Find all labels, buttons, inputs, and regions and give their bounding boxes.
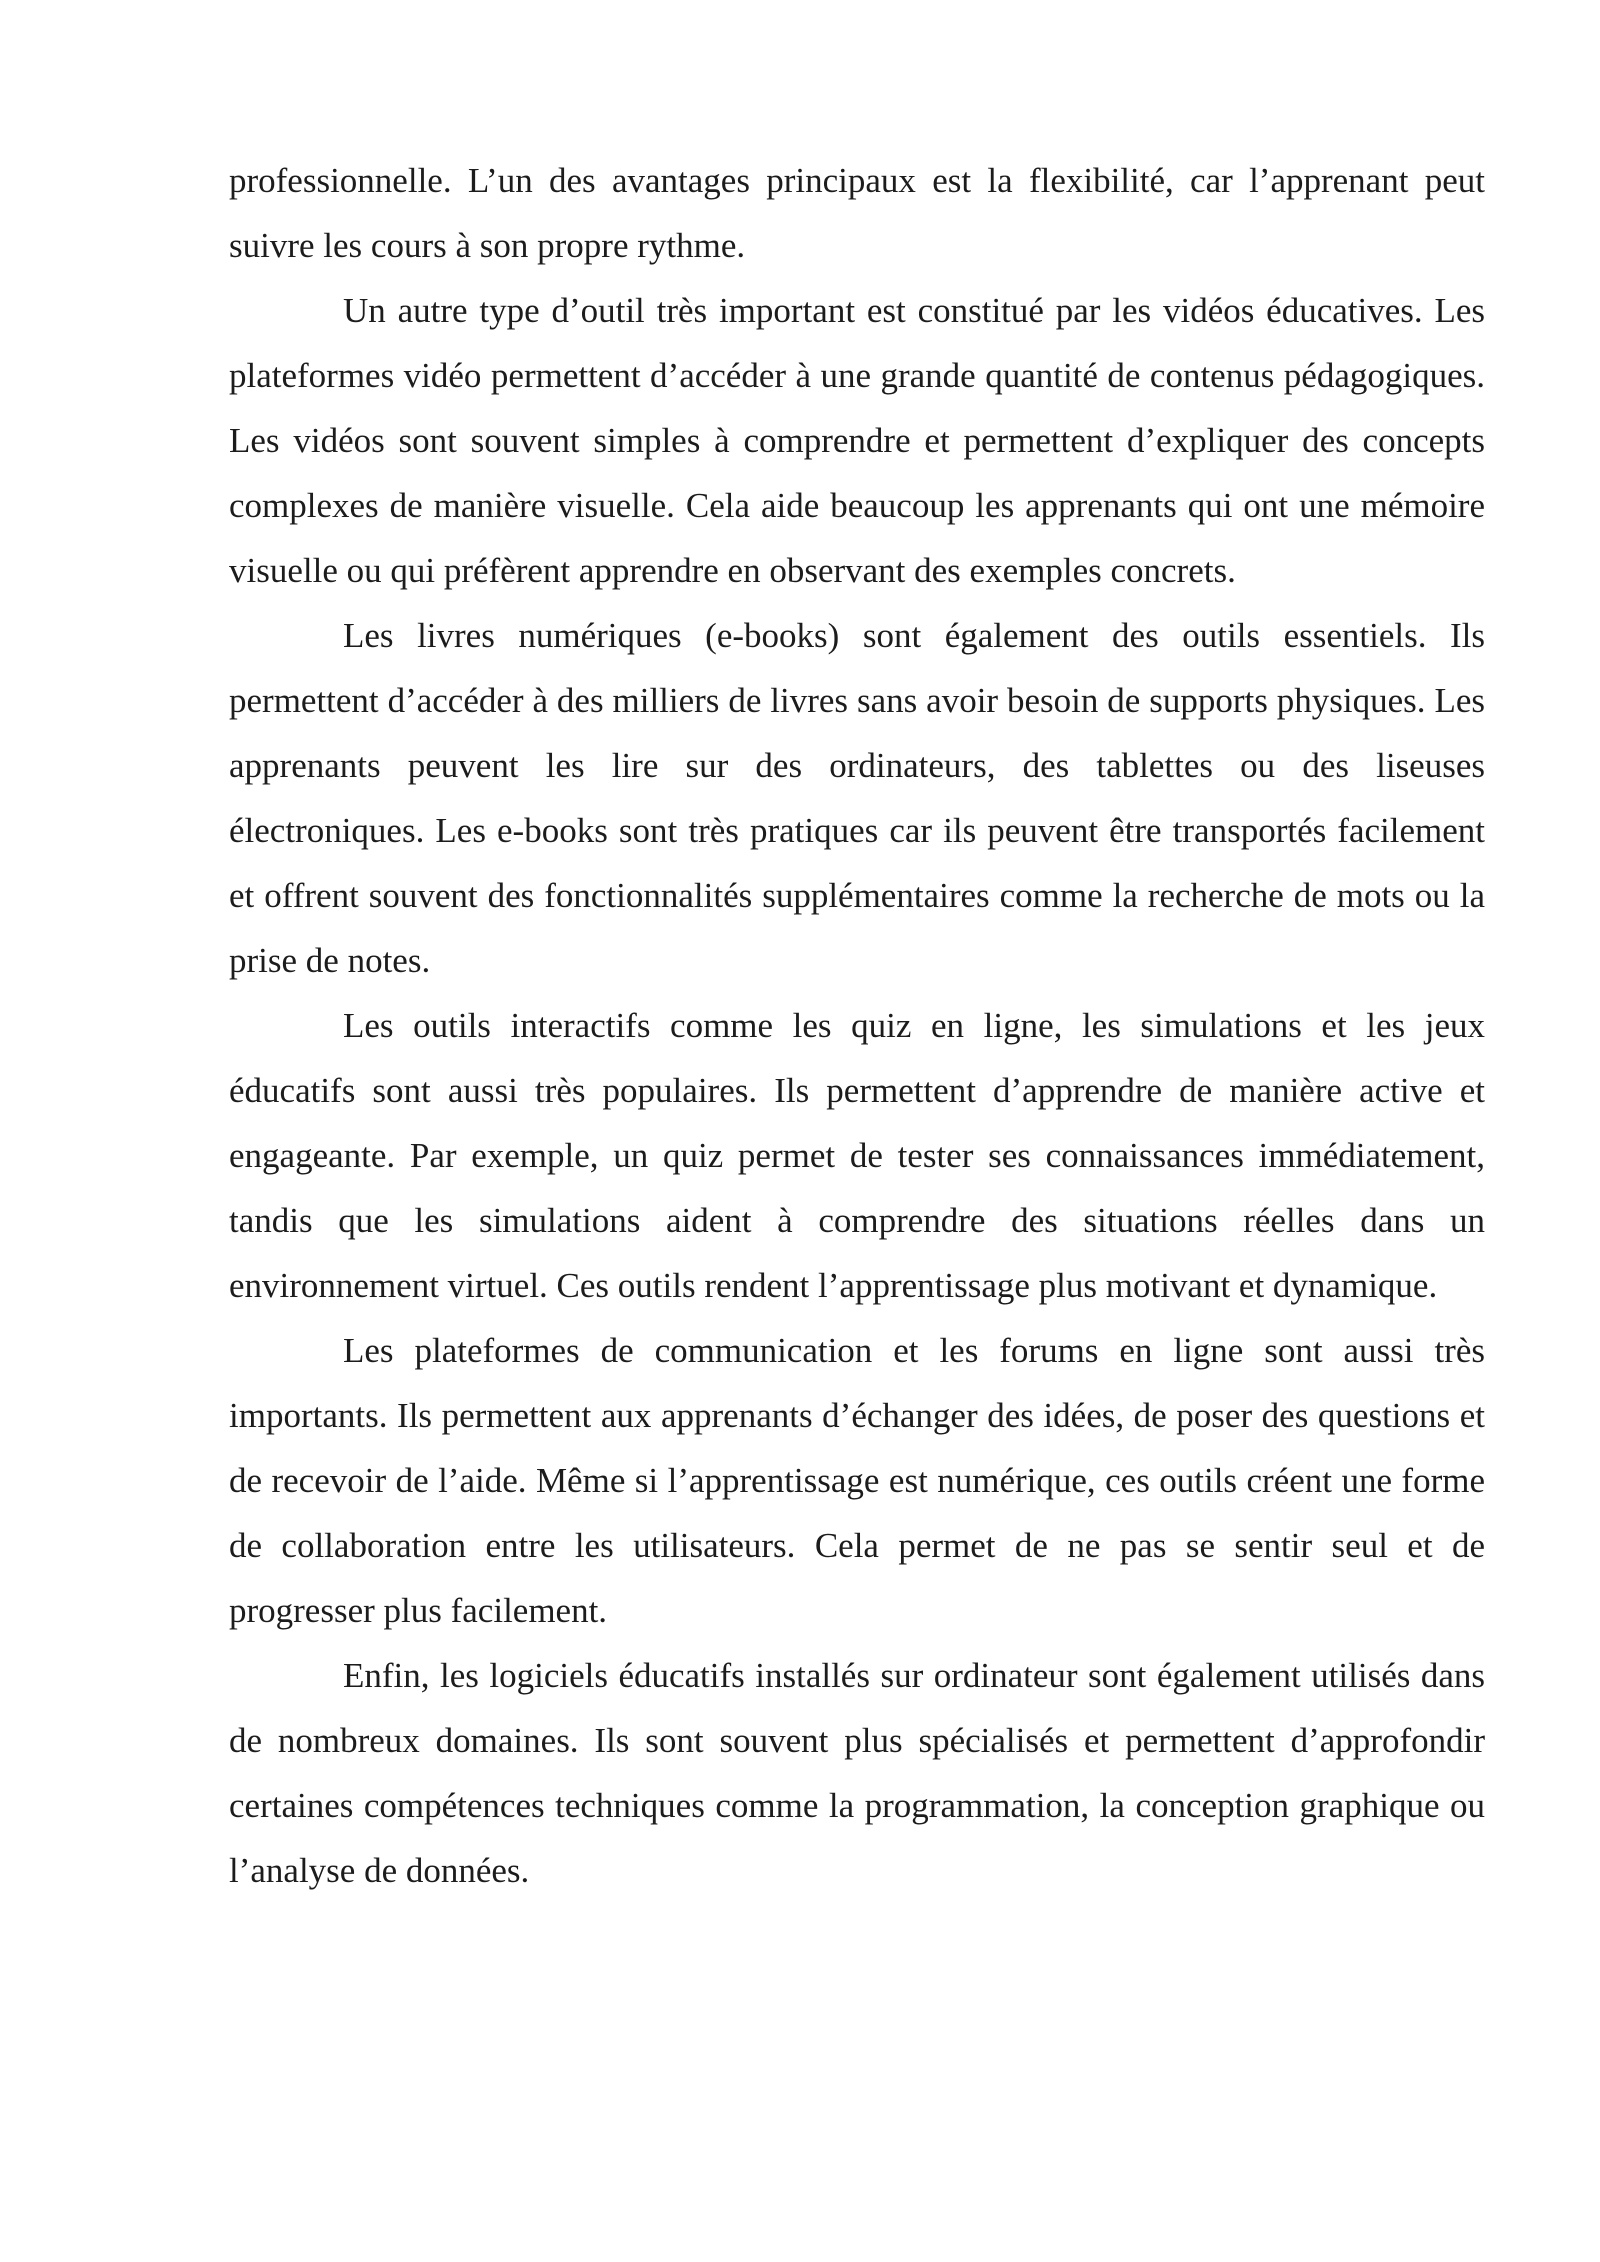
paragraph-ebooks: Les livres numériques (e-books) sont également des outils essentiels. Ils permettent d’accéder à des milliers de livres sans avoir besoin de supports physiques. Les apprenants peuvent les lire sur des ordinateurs, des tablettes ou des liseuses électroniques. Les e-books sont très pratiques car ils peuvent être transportés facilement et offrent souvent des fonctionnalités supplémentaires comme la recherche de mots ou la prise de notes. xyxy=(229,616,1485,980)
paragraph-continued: professionnelle. L’un des avantages principaux est la flexibilité, car l’apprenant peut suivre les cours à son propre rythme. xyxy=(229,161,1485,265)
paragraph-software: Enfin, les logiciels éducatifs installés sur ordinateur sont également utilisés dans de nombreux domaines. Ils sont souvent plus spécialisés et permettent d’approfondir certaines compétences techniques comme la programmation, la conception graphique ou l’analyse de données. xyxy=(229,1656,1485,1890)
body-text xyxy=(229,148,1485,1903)
paragraph-interactive-tools: Les outils interactifs comme les quiz en ligne, les simulations et les jeux éducatifs sont aussi très populaires. Ils permettent d’apprendre de manière active et engageante. Par exemple, un quiz permet de tester ses connaissances immédiatement, tandis que les simulations aident à comprendre des situations réelles dans un environnement virtuel. Ces outils rendent l’apprentissage plus motivant et dynamique. xyxy=(229,1006,1485,1305)
paragraph-communication: Les plateformes de communication et les forums en ligne sont aussi très importants. Ils permettent aux apprenants d’échanger des idées, de poser des questions et de recevoir de l’aide. Même si l’apprentissage est numérique, ces outils créent une forme de collaboration entre les utilisateurs. Cela permet de ne pas se sentir seul et de progresser plus facilement. xyxy=(229,1331,1485,1630)
paragraph-videos: Un autre type d’outil très important est constitué par les vidéos éducatives. Les plateformes vidéo permettent d’accéder à une grande quantité de contenus pédagogiques. Les vidéos sont souvent simples à comprendre et permettent d’expliquer des concepts complexes de manière visuelle. Cela aide beaucoup les apprenants qui ont une mémoire visuelle ou qui préfèrent apprendre en observant des exemples concrets. xyxy=(229,291,1485,590)
